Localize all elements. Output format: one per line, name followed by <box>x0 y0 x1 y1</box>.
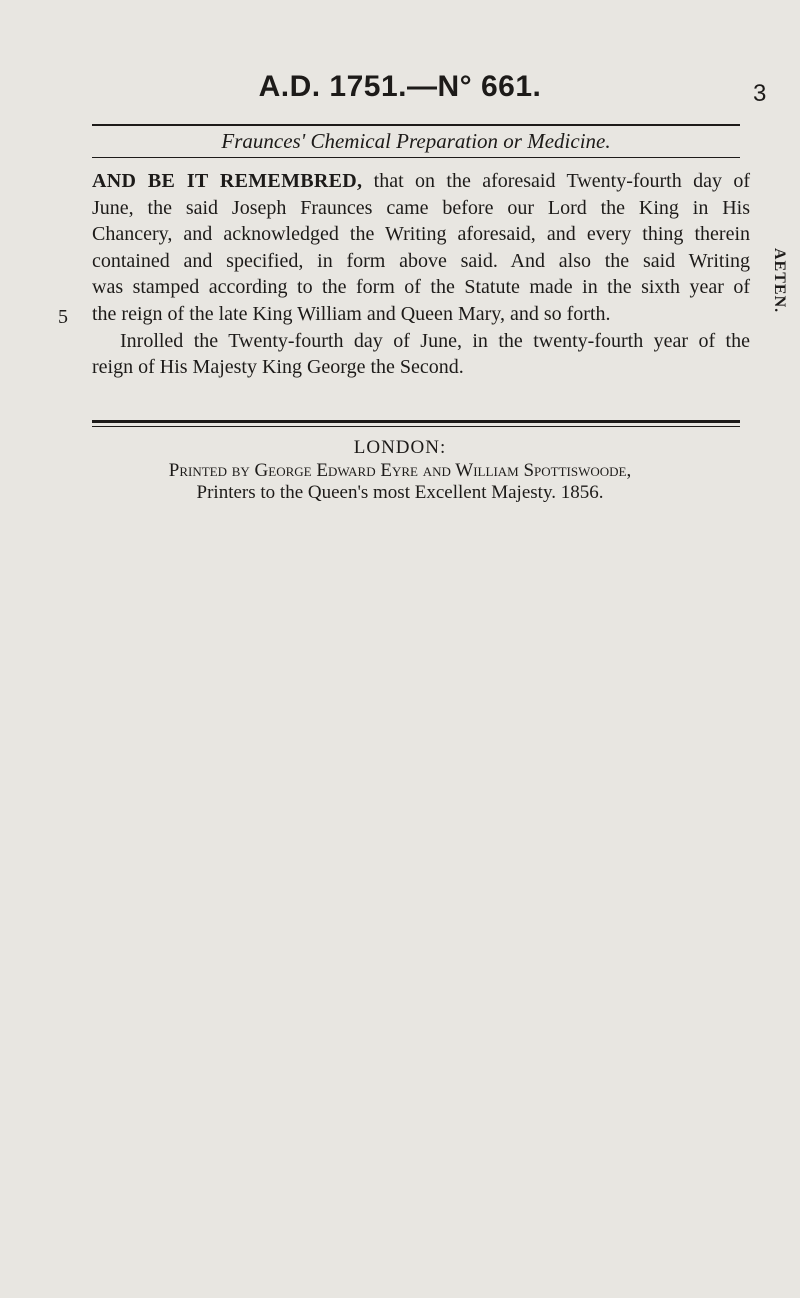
body-line-2: June, the said Joseph Fraunces came before our Lord the King in His <box>92 196 750 219</box>
imprint <box>0 436 800 504</box>
body-line-6: the reign of the late King William and Queen Mary, and so forth. <box>92 302 611 325</box>
header-rule-bottom <box>92 157 740 158</box>
body-line-1 <box>92 168 750 195</box>
imprint-rule-thick <box>92 420 740 423</box>
body-line-7: Inrolled the Twenty-fourth day of June, in the twenty-fourth year of the <box>120 329 750 352</box>
imprint-printers-to: Printers to the Queen's most Excellent Majesty. 1856. <box>196 482 604 503</box>
margin-note: AETEN. <box>771 248 788 314</box>
body-line-5: was stamped according to the form of the Statute made in the sixth year of <box>92 276 750 299</box>
body-line-3: Chancery, and acknowledged the Writing aforesaid, and every thing therein <box>92 223 750 246</box>
imprint-city: LONDON: <box>353 437 447 458</box>
header-rule-top <box>92 124 740 126</box>
body-text <box>92 168 750 381</box>
page-header-title: A.D. 1751.—N° 661. <box>258 70 542 103</box>
body-line-8: reign of His Majesty King George the Second. <box>92 356 464 379</box>
body-line-1-text: that on the aforesaid Twenty-fourth day of <box>362 170 750 192</box>
body-line-4: contained and specified, in form above said. And also the said Writing <box>92 249 750 272</box>
margin-line-number: 5 <box>58 306 68 328</box>
document-subtitle: Fraunces' Chemical Preparation or Medicine. <box>221 129 611 153</box>
imprint-printed-by: Printed by George Edward Eyre and William Spottiswoode, <box>168 460 632 481</box>
page-number: 3 <box>753 80 767 107</box>
body-lead: AND BE IT REMEMBRED, <box>92 170 363 192</box>
imprint-rule-thin <box>92 426 740 427</box>
